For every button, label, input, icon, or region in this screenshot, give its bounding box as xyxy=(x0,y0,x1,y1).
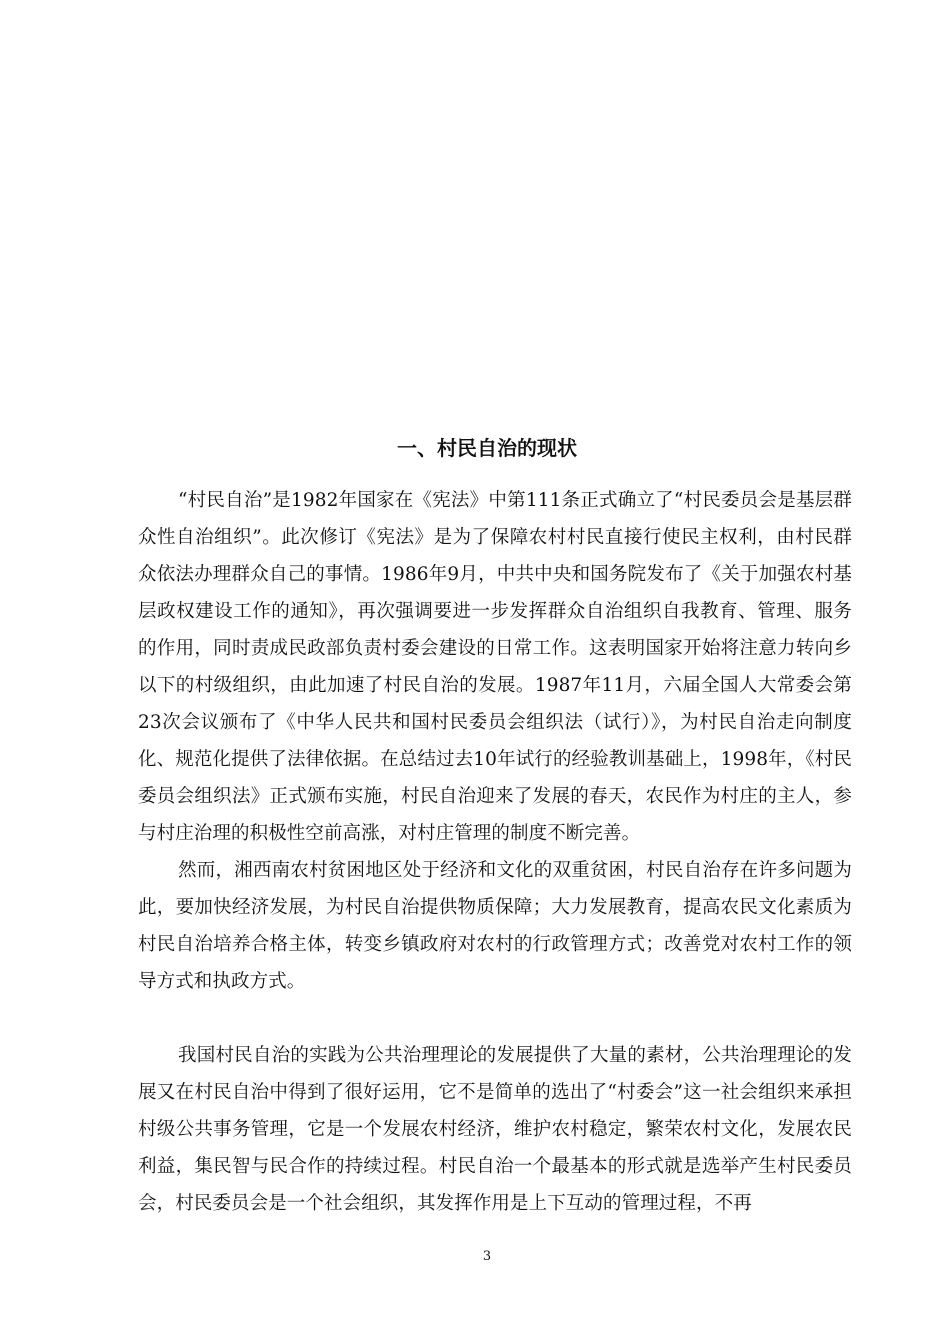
paragraph-block-3 xyxy=(138,1037,852,1222)
page-number: 3 xyxy=(482,1249,492,1264)
paragraph: 然而，湘西南农村贫困地区处于经济和文化的双重贫困，村民自治存在许多问题为此，要加快经济发展，为村民自治提供物质保障；大力发展教育，提高农民文化素质为村民自治培养合格主体，转变乡镇政府对农村的行政管理方式；改善党对农村工作的领导方式和执政方式。 xyxy=(138,860,852,992)
paragraph-block-1 xyxy=(138,482,852,852)
section-heading: 一、村民自治的现状 xyxy=(397,436,577,460)
paragraph: “村民自治”是1982年国家在《宪法》中第111条正式确立了“村民委员会是基层群众性自治组织”。此次修订《宪法》是为了保障农村村民直接行使民主权利，由村民群众依法办理群众自己的事情。1986年9月，中共中央和国务院发布了《关于加强农村基层政权建设工作的通知》，再次强调要进一步发挥群众自治组织自我教育、管理、服务的作用，同时责成民政部负责村委会建设的日常工作。这表明国家开始将注意力转向乡以下的村级组织，由此加速了村民自治的发展。1987年11月，六届全国人大常委会第23次会议颁布了《中华人民共和国村民委员会组织法（试行）》，为村民自治走向制度化、规范化提供了法律依据。在总结过去10年试行的经验教训基础上，1998年，《村民委员会组织法》正式颁布实施，村民自治迎来了发展的春天，农民作为村庄的主人，参与村庄治理的积极性空前高涨，对村庄管理的制度不断完善。 xyxy=(138,490,852,844)
paragraph-block-2 xyxy=(138,852,852,1000)
paragraph: 我国村民自治的实践为公共治理理论的发展提供了大量的素材，公共治理理论的发展又在村民自治中得到了很好运用，它不是简单的选出了“村委会”这一社会组织来承担村级公共事务管理，它是一个发展农村经济，维护农村稳定，繁荣农村文化，发展农民利益，集民智与民合作的持续过程。村民自治一个最基本的形式就是选举产生村民委员会，村民委员会是一个社会组织，其发挥作用是上下互动的管理过程，不再 xyxy=(138,1045,852,1214)
